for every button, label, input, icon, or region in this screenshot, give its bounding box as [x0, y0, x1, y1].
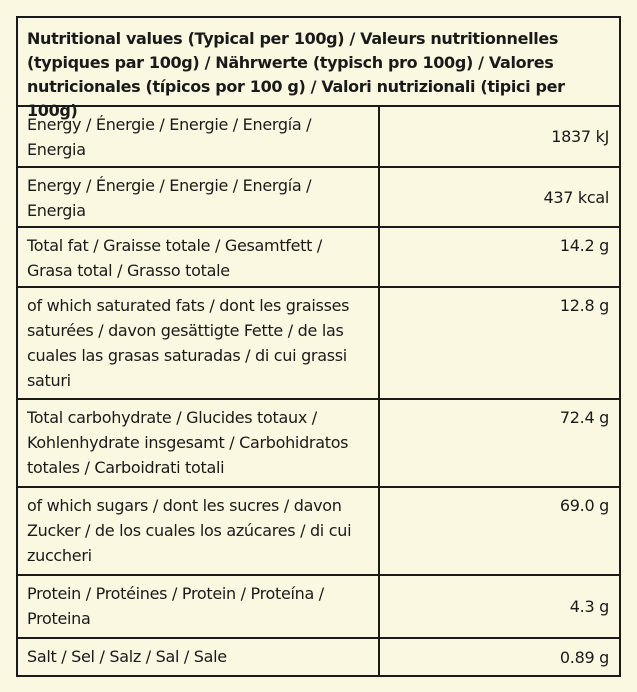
nutrient-label: Energy / Énergie / Energie / Energía / Energia: [18, 107, 379, 167]
table-row-energy-kcal: [18, 167, 619, 227]
nutrient-label: of which sugars / dont les sucres / davon Zucker / de los cuales los azúcares / di cui zuccheri: [18, 487, 379, 575]
nutrient-label: Salt / Sel / Salz / Sal / Sale: [18, 638, 379, 676]
nutrient-value: 14.2 g: [379, 227, 619, 287]
nutrient-label: Energy / Énergie / Energie / Energía / Energia: [18, 167, 379, 227]
nutrient-value: 437 kcal: [379, 167, 619, 227]
table-row-energy-kj: [18, 107, 619, 167]
nutrition-facts-panel: [16, 16, 621, 677]
nutrition-table: [18, 107, 619, 676]
nutrient-value: 0.89 g: [379, 638, 619, 676]
nutrient-value: 1837 kJ: [551, 127, 609, 146]
nutrient-label: Total carbohydrate / Glucides totaux / Kohlenhydrate insgesamt / Carbohidratos totales / Carboidrati totali: [18, 399, 379, 487]
table-row-total-carbohydrate: [18, 399, 619, 487]
nutrient-label: Total fat / Graisse totale / Gesamtfett / Grasa total / Grasso totale: [18, 227, 379, 287]
nutrient-value: 69.0 g: [379, 487, 619, 575]
table-row-total-fat: [18, 227, 619, 287]
nutrition-table-title: Nutritional values (Typical per 100g) / Valeurs nutritionnelles (typiques par 100g) / Nährwerte (typisch pro 100g) / Valores nutricionales (típicos por 100 g) / Valori nutrizionali (tipici per 100g): [18, 18, 619, 107]
table-row-saturated-fat: [18, 287, 619, 399]
table-row-salt: [18, 638, 619, 676]
nutrient-value: 72.4 g: [379, 399, 619, 487]
table-row-sugars: [18, 487, 619, 575]
nutrient-label: of which saturated fats / dont les graisses saturées / davon gesättigte Fette / de las cuales las grasas saturadas / di cui grassi saturi: [18, 287, 379, 399]
nutrient-value: 12.8 g: [379, 287, 619, 399]
nutrient-label: Protein / Protéines / Protein / Proteína / Proteina: [18, 575, 379, 638]
nutrient-value: 4.3 g: [379, 575, 619, 638]
table-row-protein: [18, 575, 619, 638]
